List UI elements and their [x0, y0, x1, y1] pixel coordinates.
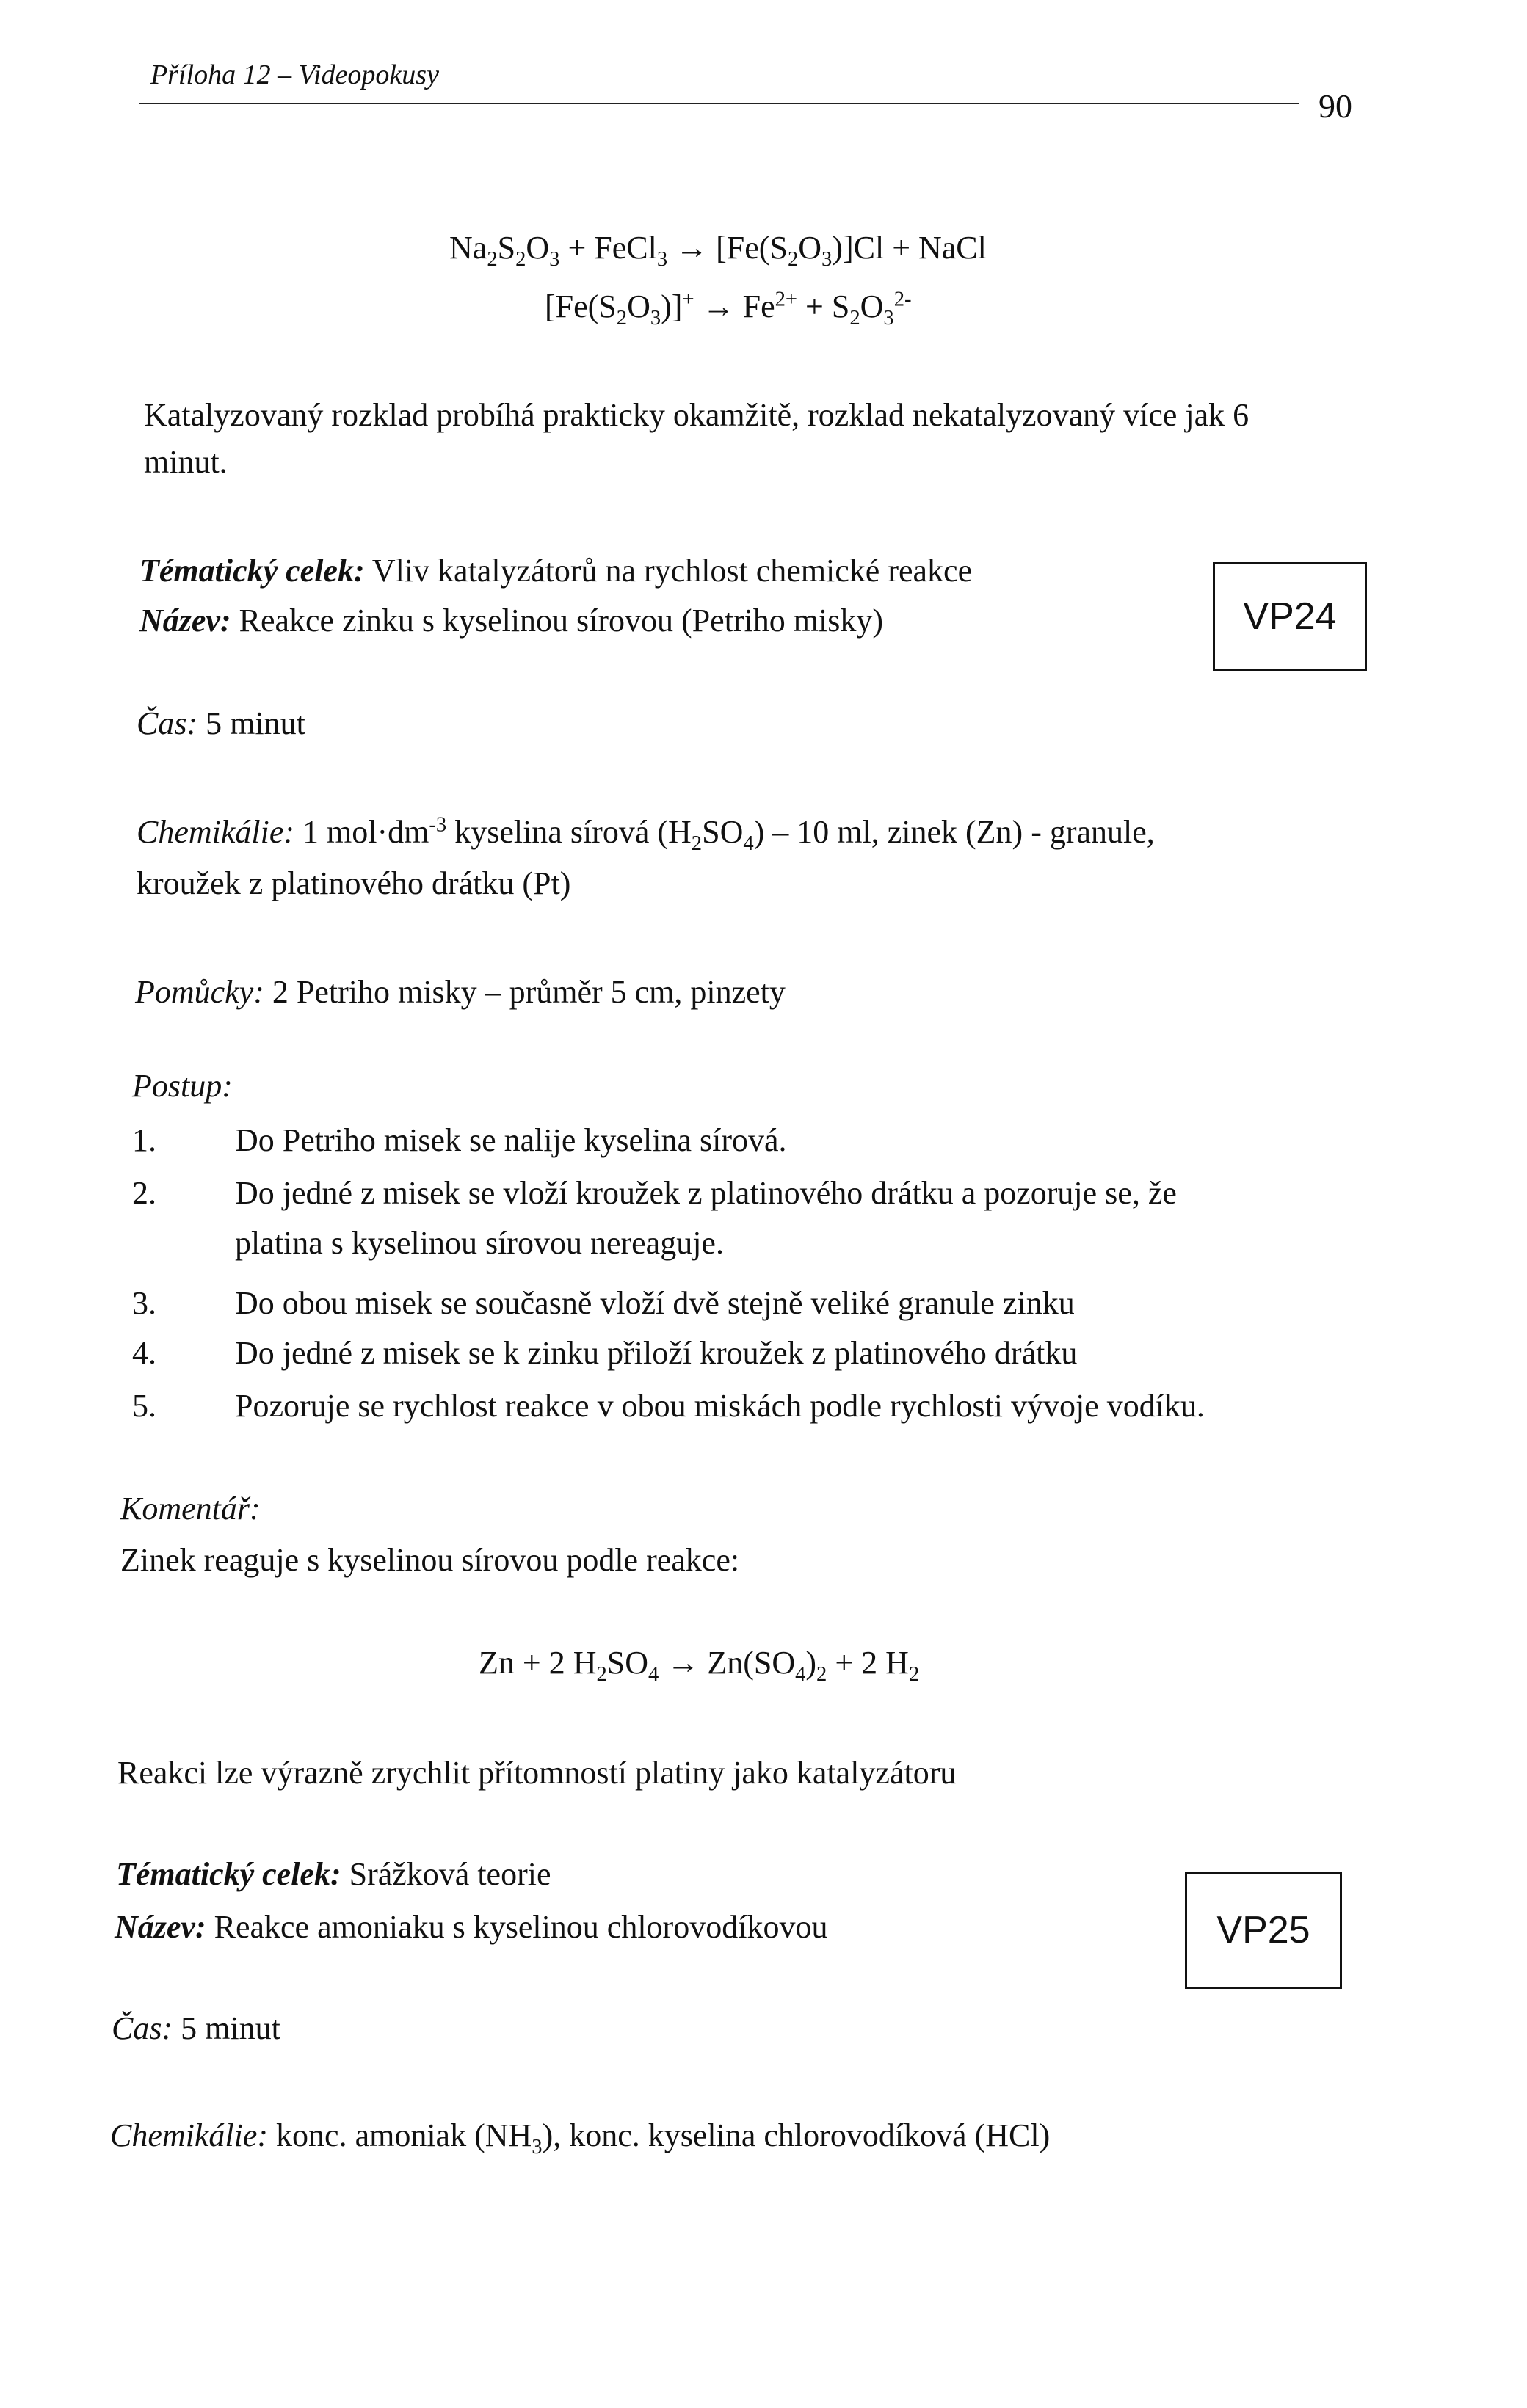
vp24-thematic-unit: Tématický celek: Vliv katalyzátorů na rychlost chemické reakce	[139, 553, 973, 589]
page-number: 90	[1319, 87, 1352, 125]
vp24-chemicals: Chemikálie: 1 $mol\cdot dm^{-3}$ kyselina sírová $(H_2SO_4) - 10$ ml, zinek (Zn) - granule,	[137, 813, 1155, 855]
vp25-time: Čas: 5 minut	[112, 2010, 280, 2046]
vp24-name: Název: Reakce zinku s kyselinou sírovou (Petriho misky)	[139, 603, 884, 639]
vp25-thematic-unit: Tématický celek: Srážková teorie	[116, 1856, 551, 1892]
vp25-code: VP25	[1216, 1909, 1310, 1952]
vp25-thematic-label: Tématický celek:	[116, 1856, 341, 1892]
vp24-time: Čas: 5 minut	[137, 705, 305, 741]
vp24-comment-text: Zinek reaguje s kyselinou sírovou podle reakce:	[120, 1542, 740, 1578]
equation-2: $[Fe(S_2O_3)]^+ \to Fe^{2+} + S_2O_3^{2-}$	[545, 288, 912, 330]
page-header-title: Příloha 12 – Videopokusy	[150, 59, 439, 90]
vp24-code: VP24	[1243, 595, 1337, 638]
vp25-name-label: Název:	[115, 1909, 206, 1945]
vp24-thematic-label: Tématický celek:	[139, 553, 365, 589]
vp25-name: Název: Reakce amoniaku s kyselinou chlorovodíkovou	[115, 1909, 828, 1945]
procedure-step: 3. Do obou misek se současně vloží dvě stejně veliké granule zinku	[132, 1285, 1075, 1321]
vp24-name-label: Název:	[139, 603, 231, 639]
procedure-step: 1. Do Petriho misek se nalije kyselina sírová.	[132, 1122, 787, 1158]
header-rule	[139, 103, 1299, 104]
vp24-conclusion: Reakci lze výrazně zrychlit přítomností platiny jako katalyzátoru	[117, 1755, 957, 1791]
procedure-step: 2. Do jedné z misek se vloží kroužek z platinového drátku a pozoruje se, že	[132, 1175, 1177, 1211]
procedure-step: platina s kyselinou sírovou nereaguje.	[235, 1225, 724, 1261]
vp24-procedure-label: Postup:	[132, 1068, 233, 1104]
equation-1: $Na_2S_2O_3$ + FeCl$_3$ → $[Fe(S_2O_3)]Cl$ + NaCl	[449, 230, 987, 271]
vp24-tools: Pomůcky: 2 Petriho misky – průměr 5 cm, pinzety	[135, 974, 786, 1010]
procedure-step: 4. Do jedné z misek se k zinku přiloží kroužek z platinového drátku	[132, 1335, 1078, 1371]
vp24-code-box	[1213, 562, 1367, 671]
vp25-chemicals: Chemikálie: konc. amoniak $(NH_3)$, konc. kyselina chlorovodíková (HCl)	[110, 2117, 1051, 2158]
paragraph-line-2: minut.	[144, 444, 228, 480]
vp24-equation: Zn + 2 $H_2SO_4 \to Zn(SO_4)_2 + 2$ $H_2$	[479, 1645, 920, 1686]
vp24-chemicals-line-2: kroužek z platinového drátku (Pt)	[137, 865, 571, 901]
vp25-code-box	[1185, 1872, 1342, 1989]
procedure-step: 5. Pozoruje se rychlost reakce v obou miskách podle rychlosti vývoje vodíku.	[132, 1388, 1205, 1424]
paragraph-line-1: Katalyzovaný rozklad probíhá prakticky okamžitě, rozklad nekatalyzovaný více jak 6	[144, 397, 1249, 433]
vp24-comment-label: Komentář:	[120, 1491, 261, 1527]
